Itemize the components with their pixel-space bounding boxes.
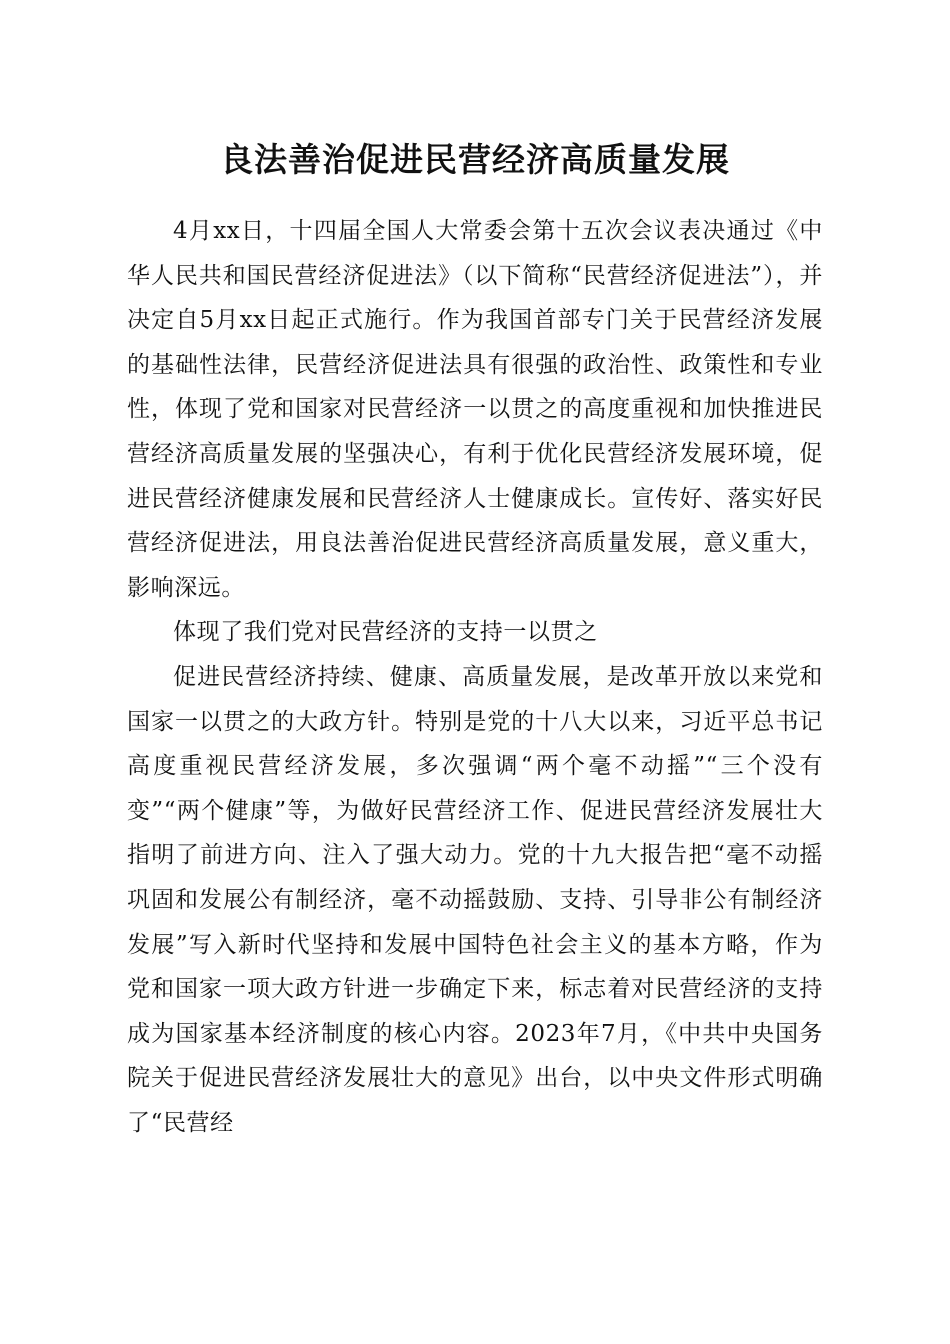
document-title: 良法善治促进民营经济高质量发展 [220,140,730,179]
section-heading: 体现了我们党对民营经济的支持一以贯之 [173,619,598,646]
paragraph-intro: 4月xx日，十四届全国人大常委会第十五次会议表决通过《中华人民共和国民营经济促进法》（以下简称“民营经济促进法”），并决定自5月xx日起正式施行。作为我国首部专门关于民营经济发展的基础性法律，民营经济促进法具有很强的政治性、政策性和专业性，体现了党和国家对民营经济一以贯之的高度重视和加快推进民营经济高质量发展的坚强决心，有利于优化民营经济发展环境，促进民营经济健康发展和民营经济人士健康成长。宣传好、落实好民营经济促进法，用良法善治促进民营经济高质量发展，意义重大，影响深远。 [127,218,823,601]
paragraph-policy: 促进民营经济持续、健康、高质量发展，是改革开放以来党和国家一以贯之的大政方针。特别是党的十八大以来，习近平总书记高度重视民营经济发展，多次强调“两个毫不动摇”“三个没有变”“两个健康”等，为做好民营经济工作、促进民营经济发展壮大指明了前进方向、注入了强大动力。党的十九大报告把“毫不动摇巩固和发展公有制经济，毫不动摇鼓励、支持、引导非公有制经济发展”写入新时代坚持和发展中国特色社会主义的基本方略，作为党和国家一项大政方针进一步确定下来，标志着对民营经济的支持成为国家基本经济制度的核心内容。2023年7月，《中共中央国务院关于促进民营经济发展壮大的意见》出台，以中央文件形式明确了“民营经 [127,663,823,1136]
document-body [127,209,823,1145]
